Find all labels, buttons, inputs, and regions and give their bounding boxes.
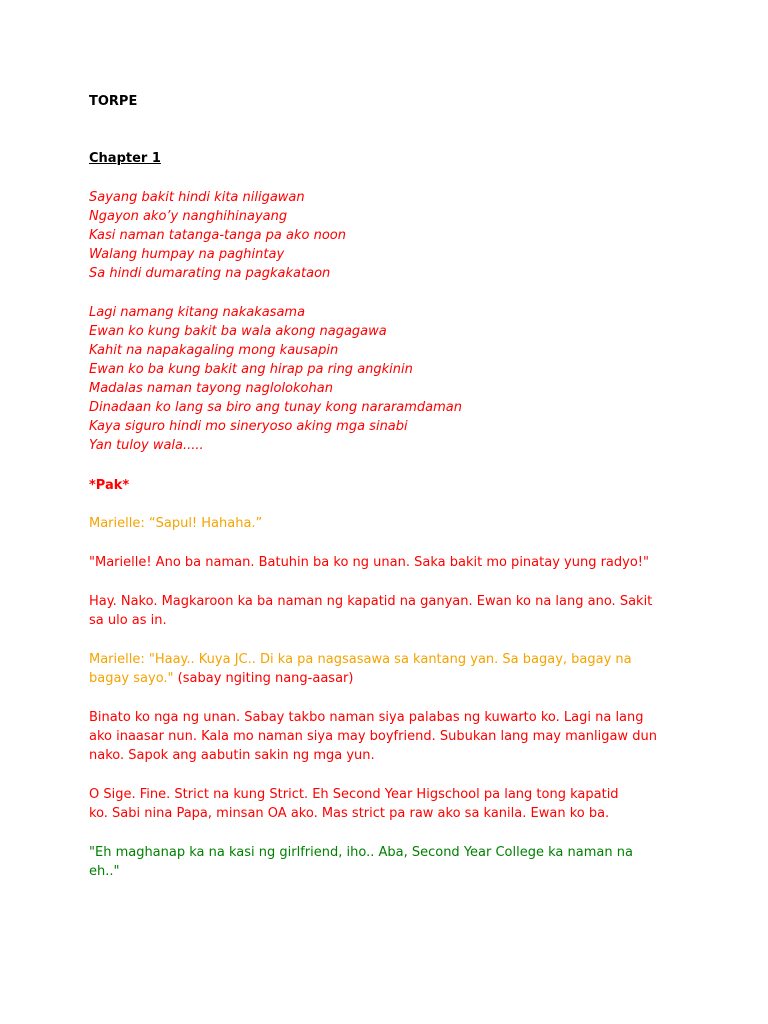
paragraph-line: Hay. Nako. Magkaroon ka ba naman ng kapatid na ganyan. Ewan ko na lang ano. Sakit (89, 594, 653, 609)
lyric-line: Ewan ko ba kung bakit ang hirap pa ring angkinin (89, 362, 413, 377)
sound-effect: *Pak* (89, 478, 130, 493)
paragraph-line: ko. Sabi nina Papa, minsan OA ako. Mas strict pa raw ako sa kanila. Ewan ko ba. (89, 806, 610, 821)
lyric-line: Kahit na napakagaling mong kausapin (89, 343, 339, 358)
chapter-heading: Chapter 1 (89, 151, 161, 166)
dialogue-line: "Eh maghanap ka na kasi ng girlfriend, iho.. Aba, Second Year College ka naman na (89, 845, 633, 860)
lyric-line: Sa hindi dumarating na pagkakataon (89, 266, 331, 281)
document-title: TORPE (89, 94, 138, 109)
marielle-dialogue: Marielle: “Sapul! Hahaha.” (89, 516, 263, 531)
lyric-line: Kasi naman tatanga-tanga pa ako noon (89, 228, 346, 243)
lyric-line: Ewan ko kung bakit ba wala akong nagagawa (89, 324, 387, 339)
lyric-line: Walang humpay na paghintay (89, 247, 285, 262)
lyric-line: Yan tuloy wala..... (89, 438, 204, 453)
stage-direction: (sabay ngiting nang-aasar) (173, 671, 354, 686)
lyric-line: Dinadaan ko lang sa biro ang tunay kong nararamdaman (89, 400, 463, 415)
lyric-line: Madalas naman tayong naglolokohan (89, 381, 333, 396)
paragraph-line: O Sige. Fine. Strict na kung Strict. Eh Second Year Higschool pa lang tong kapatid (89, 787, 619, 802)
paragraph-line: ako inaasar nun. Kala mo naman siya may boyfriend. Subukan lang may manligaw dun (89, 729, 657, 744)
paragraph-line: sa ulo as in. (89, 613, 167, 628)
dialogue-line (89, 669, 353, 688)
dialogue-quote: bagay sayo." (89, 671, 174, 686)
lyric-line: Lagi namang kitang nakakasama (89, 305, 306, 320)
dialogue-line: eh.." (89, 864, 120, 879)
lyric-line: Ngayon ako’y nanghihinayang (89, 209, 288, 224)
paragraph-line: Binato ko nga ng unan. Sabay takbo naman siya palabas ng kuwarto ko. Lagi na lang (89, 710, 644, 725)
dialogue-line: Marielle: "Haay.. Kuya JC.. Di ka pa nagsasawa sa kantang yan. Sa bagay, bagay na (89, 652, 632, 667)
lyric-line: Sayang bakit hindi kita niligawan (89, 190, 305, 205)
paragraph-line: nako. Sapok ang aabutin sakin ng mga yun. (89, 748, 375, 763)
lyric-line: Kaya siguro hindi mo sineryoso aking mga sinabi (89, 419, 408, 434)
narrator-dialogue: "Marielle! Ano ba naman. Batuhin ba ko ng unan. Saka bakit mo pinatay yung radyo!" (89, 555, 649, 570)
